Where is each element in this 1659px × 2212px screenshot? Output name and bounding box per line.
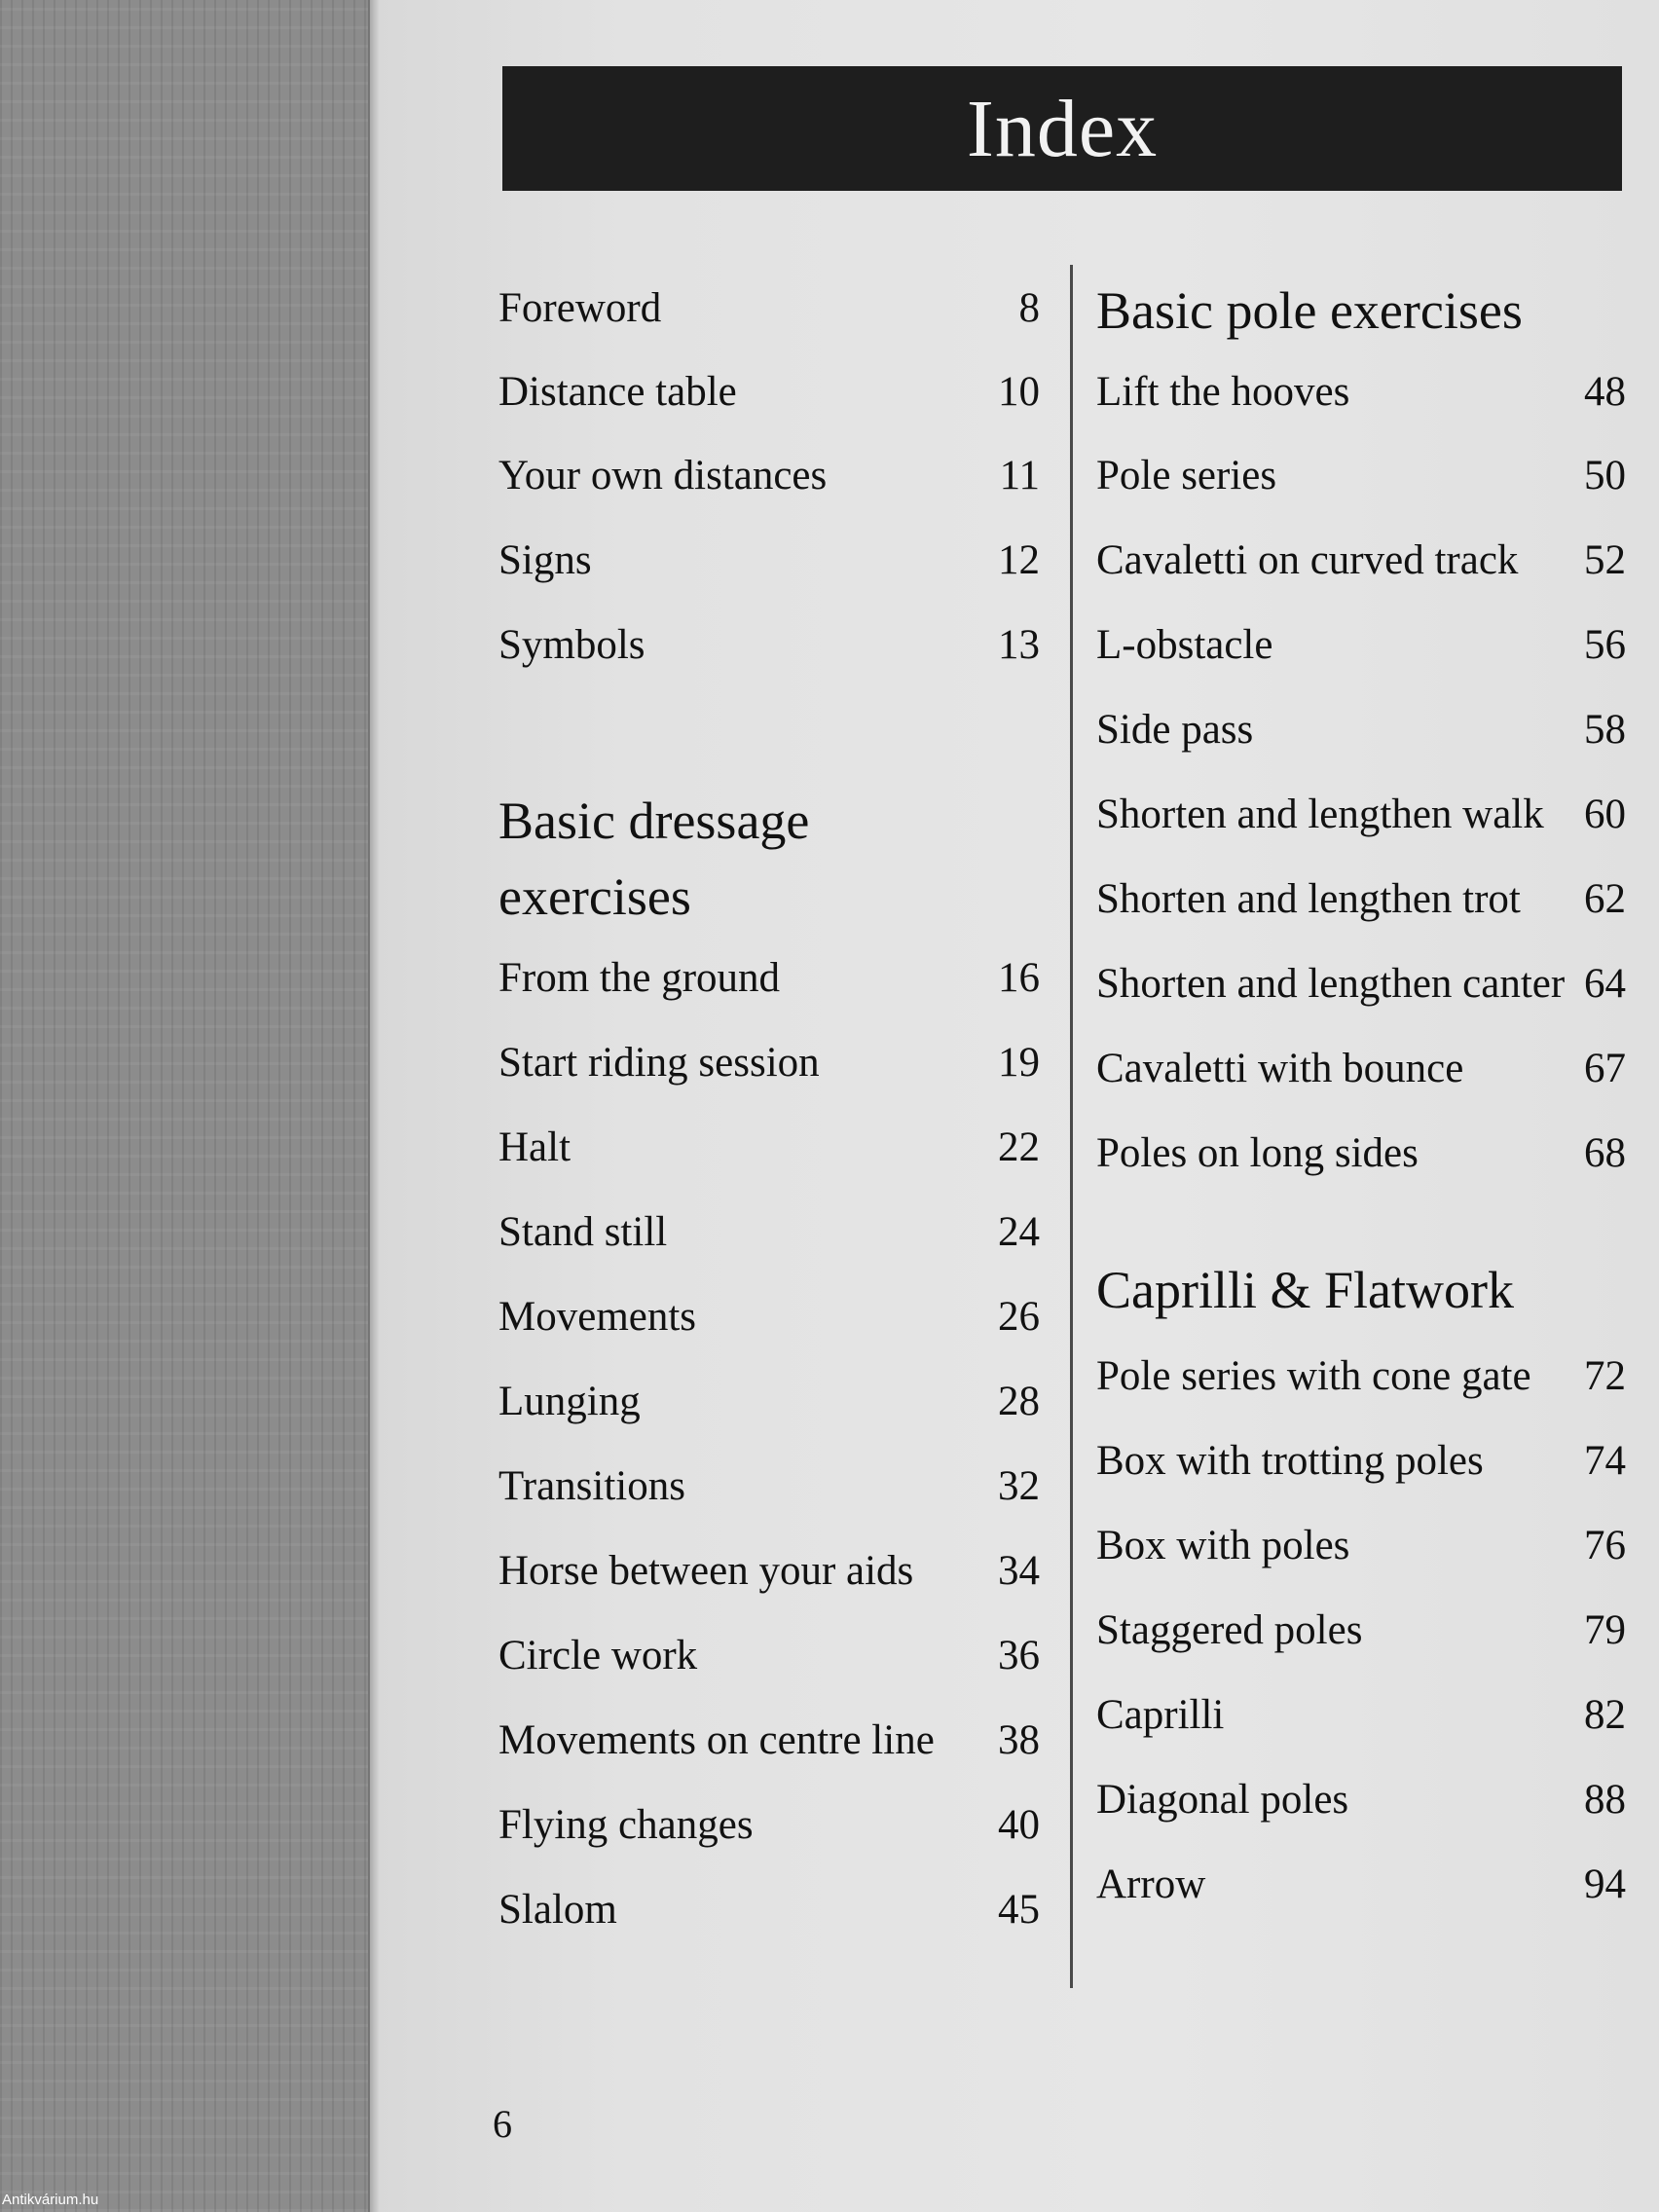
entry-page: 38 [998, 1717, 1040, 1763]
column-divider [1070, 265, 1073, 1988]
index-entry[interactable] [1096, 1606, 1626, 1665]
entry-page: 13 [998, 622, 1040, 668]
entry-label: Lunging [498, 1379, 641, 1424]
entry-page: 48 [1584, 369, 1626, 415]
entry-label: Cavaletti with bounce [1096, 1046, 1464, 1091]
entry-label: Stand still [498, 1209, 668, 1255]
entry-page: 26 [998, 1294, 1040, 1340]
entry-label: Arrow [1096, 1862, 1206, 1907]
entry-label: From the ground [498, 955, 781, 1001]
entry-page: 36 [998, 1633, 1040, 1678]
index-entry[interactable] [1096, 1437, 1626, 1495]
section-heading: exercises [498, 867, 691, 926]
entry-page: 58 [1584, 707, 1626, 753]
index-entry[interactable] [1096, 621, 1626, 680]
index-entry[interactable] [498, 1886, 1040, 1944]
entry-label: Box with trotting poles [1096, 1438, 1484, 1484]
section-heading: Caprilli & Flatwork [1096, 1261, 1514, 1319]
entry-label: Cavaletti on curved track [1096, 537, 1519, 583]
section-heading: Basic dressage [498, 792, 810, 850]
page-edge-shadow [368, 0, 380, 2212]
entry-page: 34 [998, 1548, 1040, 1594]
index-entry[interactable] [498, 1378, 1040, 1436]
entry-label: Caprilli [1096, 1692, 1225, 1738]
entry-page: 82 [1584, 1692, 1626, 1738]
entry-label: Horse between your aids [498, 1548, 914, 1594]
index-entry[interactable] [1096, 1776, 1626, 1834]
index-entry[interactable] [1096, 1522, 1626, 1580]
entry-page: 32 [998, 1463, 1040, 1509]
index-entry[interactable] [498, 1039, 1040, 1097]
entry-label: Pole series with cone gate [1096, 1353, 1531, 1399]
entry-label: L-obstacle [1096, 622, 1273, 668]
entry-page: 79 [1584, 1607, 1626, 1653]
index-entry[interactable] [1096, 791, 1626, 849]
entry-page: 52 [1584, 537, 1626, 583]
entry-label: Symbols [498, 622, 645, 668]
entry-page: 74 [1584, 1438, 1626, 1484]
entry-label: Foreword [498, 285, 662, 331]
page-title: Index [966, 83, 1159, 174]
index-entry[interactable] [1096, 368, 1626, 426]
entry-page: 12 [998, 537, 1040, 583]
index-entry[interactable] [1096, 1691, 1626, 1750]
index-entry[interactable] [1096, 1045, 1626, 1103]
index-entry[interactable] [498, 1716, 1040, 1775]
entry-page: 16 [998, 955, 1040, 1001]
index-entry[interactable] [1096, 960, 1626, 1018]
entry-label: Lift the hooves [1096, 369, 1350, 415]
entry-label: Signs [498, 537, 592, 583]
index-entry[interactable] [498, 954, 1040, 1013]
entry-page: 56 [1584, 622, 1626, 668]
index-entry[interactable] [498, 536, 1040, 595]
index-entry[interactable] [498, 368, 1040, 426]
entry-page: 68 [1584, 1130, 1626, 1176]
index-entry[interactable] [498, 621, 1040, 680]
index-entry[interactable] [1096, 452, 1626, 510]
entry-label: Diagonal poles [1096, 1777, 1349, 1823]
index-entry[interactable] [1096, 1861, 1626, 1919]
entry-page: 76 [1584, 1523, 1626, 1568]
entry-label: Staggered poles [1096, 1607, 1363, 1653]
entry-label: Transitions [498, 1463, 685, 1509]
entry-page: 64 [1584, 961, 1626, 1007]
entry-label: Distance table [498, 369, 737, 415]
entry-label: Poles on long sides [1096, 1130, 1419, 1176]
entry-label: Circle work [498, 1633, 698, 1678]
index-entry[interactable] [1096, 706, 1626, 764]
index-entry[interactable] [498, 1124, 1040, 1182]
entry-page: 45 [998, 1887, 1040, 1933]
entry-label: Movements on centre line [498, 1717, 935, 1763]
index-entry[interactable] [1096, 1352, 1626, 1411]
index-entry[interactable] [498, 284, 1040, 343]
index-entry[interactable] [498, 1293, 1040, 1351]
entry-page: 22 [998, 1124, 1040, 1170]
index-entry[interactable] [498, 452, 1040, 510]
index-entry[interactable] [498, 1208, 1040, 1267]
background-surface [0, 0, 368, 2212]
index-entry[interactable] [1096, 536, 1626, 595]
entry-label: Pole series [1096, 453, 1277, 498]
entry-label: Shorten and lengthen trot [1096, 876, 1521, 922]
watermark-text: Antikvárium.hu [2, 2192, 99, 2208]
entry-page: 8 [1018, 285, 1040, 331]
entry-label: Side pass [1096, 707, 1254, 753]
entry-page: 24 [998, 1209, 1040, 1255]
entry-label: Halt [498, 1124, 571, 1170]
index-entry[interactable] [498, 1462, 1040, 1521]
entry-page: 50 [1584, 453, 1626, 498]
entry-label: Movements [498, 1294, 697, 1340]
index-entry[interactable] [498, 1801, 1040, 1860]
entry-label: Shorten and lengthen canter [1096, 961, 1566, 1007]
index-title-bar [502, 66, 1622, 191]
page-number: 6 [493, 2102, 512, 2146]
entry-page: 11 [999, 453, 1040, 498]
entry-label: Start riding session [498, 1040, 820, 1086]
entry-page: 10 [998, 369, 1040, 415]
index-entry[interactable] [498, 1632, 1040, 1690]
entry-page: 60 [1584, 792, 1626, 837]
index-entry[interactable] [498, 1547, 1040, 1605]
entry-page: 19 [998, 1040, 1040, 1086]
entry-label: Your own distances [498, 453, 828, 498]
entry-page: 40 [998, 1802, 1040, 1848]
entry-label: Slalom [498, 1887, 617, 1933]
entry-label: Shorten and lengthen walk [1096, 792, 1544, 837]
index-entry[interactable] [1096, 1129, 1626, 1188]
entry-page: 72 [1584, 1353, 1626, 1399]
entry-page: 67 [1584, 1046, 1626, 1091]
section-heading: Basic pole exercises [1096, 281, 1523, 340]
entry-page: 88 [1584, 1777, 1626, 1823]
index-entry[interactable] [1096, 875, 1626, 934]
entry-page: 94 [1584, 1862, 1626, 1907]
entry-label: Box with poles [1096, 1523, 1350, 1568]
entry-page: 28 [998, 1379, 1040, 1424]
entry-label: Flying changes [498, 1802, 754, 1848]
entry-page: 62 [1584, 876, 1626, 922]
